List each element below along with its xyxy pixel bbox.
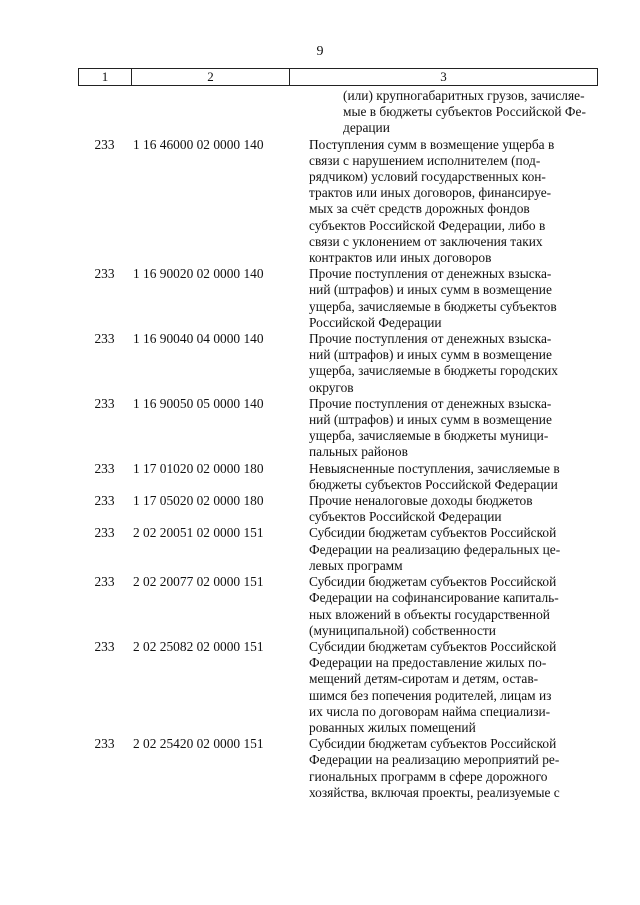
table-row: [78, 461, 598, 493]
header-col-2: 2: [132, 69, 290, 85]
budget-code: 1 16 46000 02 0000 140: [133, 136, 264, 152]
admin-code: 233: [94, 574, 115, 590]
admin-code: 233: [94, 638, 115, 654]
row-description: Прочие неналоговые доходы бюджетов субъектов Российской Федерации: [309, 493, 533, 525]
table-row: [78, 736, 598, 801]
header-col-3: 3: [440, 69, 447, 84]
admin-code: 233: [94, 266, 115, 282]
table-row: [78, 639, 598, 736]
table-row: [78, 266, 598, 331]
row-description: Прочие поступления от денежных взыска- ний (штрафов) и иных сумм в возмещение ущерба, зачисляемые в бюджеты субъектов Российской Федерации: [309, 266, 557, 330]
admin-code: 233: [94, 136, 115, 152]
row-description: Субсидии бюджетам субъектов Российской Федерации на реализацию мероприятий ре- гиональных программ в сфере дорожного хозяйства, включая проекты, реализуемые с: [309, 736, 560, 800]
row-description: Невыясненные поступления, зачисляемые в бюджеты субъектов Российской Федерации: [309, 460, 560, 492]
budget-code: [131, 88, 309, 137]
admin-code: [78, 88, 131, 137]
row-description: Прочие поступления от денежных взыска- ний (штрафов) и иных сумм в возмещение ущерба, зачисляемые в бюджеты городских округов: [309, 331, 559, 395]
admin-code: 233: [94, 395, 115, 411]
row-description: Субсидии бюджетам субъектов Российской Федерации на предоставление жилых по- мещений детям-сиротам и детям, остав- шимся без попечения родителей, лицам из их числа по договорам найма специализи- рованных жилых помещений: [309, 638, 557, 735]
admin-code: 233: [94, 460, 115, 476]
table-row: [78, 493, 598, 525]
budget-code: 1 16 90050 05 0000 140: [133, 395, 264, 411]
table-row: [78, 574, 598, 639]
budget-code: 2 02 20051 02 0000 151: [133, 525, 264, 541]
table-row: [78, 88, 598, 137]
table-row: [78, 331, 598, 396]
budget-code: 2 02 25082 02 0000 151: [133, 638, 264, 654]
table-header: [78, 68, 598, 86]
row-description: Поступления сумм в возмещение ущерба в связи с нарушением исполнителем (под- рядчиком) условий государственных кон- трактов или иных договоров, финансируе- мых за счёт средств дорожных фондов субъектов Российской Федерации, либо в связи с уклонением от заключения таких контрактов или иных договоров: [309, 136, 555, 266]
page-number: 9: [316, 44, 324, 59]
admin-code: 233: [94, 331, 115, 347]
row-description: Субсидии бюджетам субъектов Российской Федерации на реализацию федеральных це- левых программ: [309, 525, 561, 573]
table-row: [78, 137, 598, 267]
admin-code: 233: [94, 525, 115, 541]
budget-code: 1 17 01020 02 0000 180: [133, 460, 264, 476]
budget-code: 1 16 90040 04 0000 140: [133, 331, 264, 347]
admin-code: 233: [94, 493, 115, 509]
admin-code: 233: [94, 736, 115, 752]
budget-code: 1 16 90020 02 0000 140: [133, 266, 264, 282]
row-description: (или) крупногабаритных грузов, зачисляе- мые в бюджеты субъектов Российской Фе- дерации: [343, 88, 586, 136]
table-body: [78, 88, 598, 801]
row-description: Прочие поступления от денежных взыска- ний (штрафов) и иных сумм в возмещение ущерба, зачисляемые в бюджеты муници- пальных районов: [309, 395, 552, 460]
budget-code: 2 02 25420 02 0000 151: [133, 736, 264, 752]
header-col-1: 1: [79, 69, 132, 85]
budget-code: 2 02 20077 02 0000 151: [133, 574, 264, 590]
budget-code: 1 17 05020 02 0000 180: [133, 493, 264, 509]
table-row: [78, 396, 598, 461]
row-description: Субсидии бюджетам субъектов Российской Федерации на софинансирование капиталь- ных вложений в объекты государственной (муниципальной) собственности: [309, 574, 559, 638]
table-row: [78, 525, 598, 574]
